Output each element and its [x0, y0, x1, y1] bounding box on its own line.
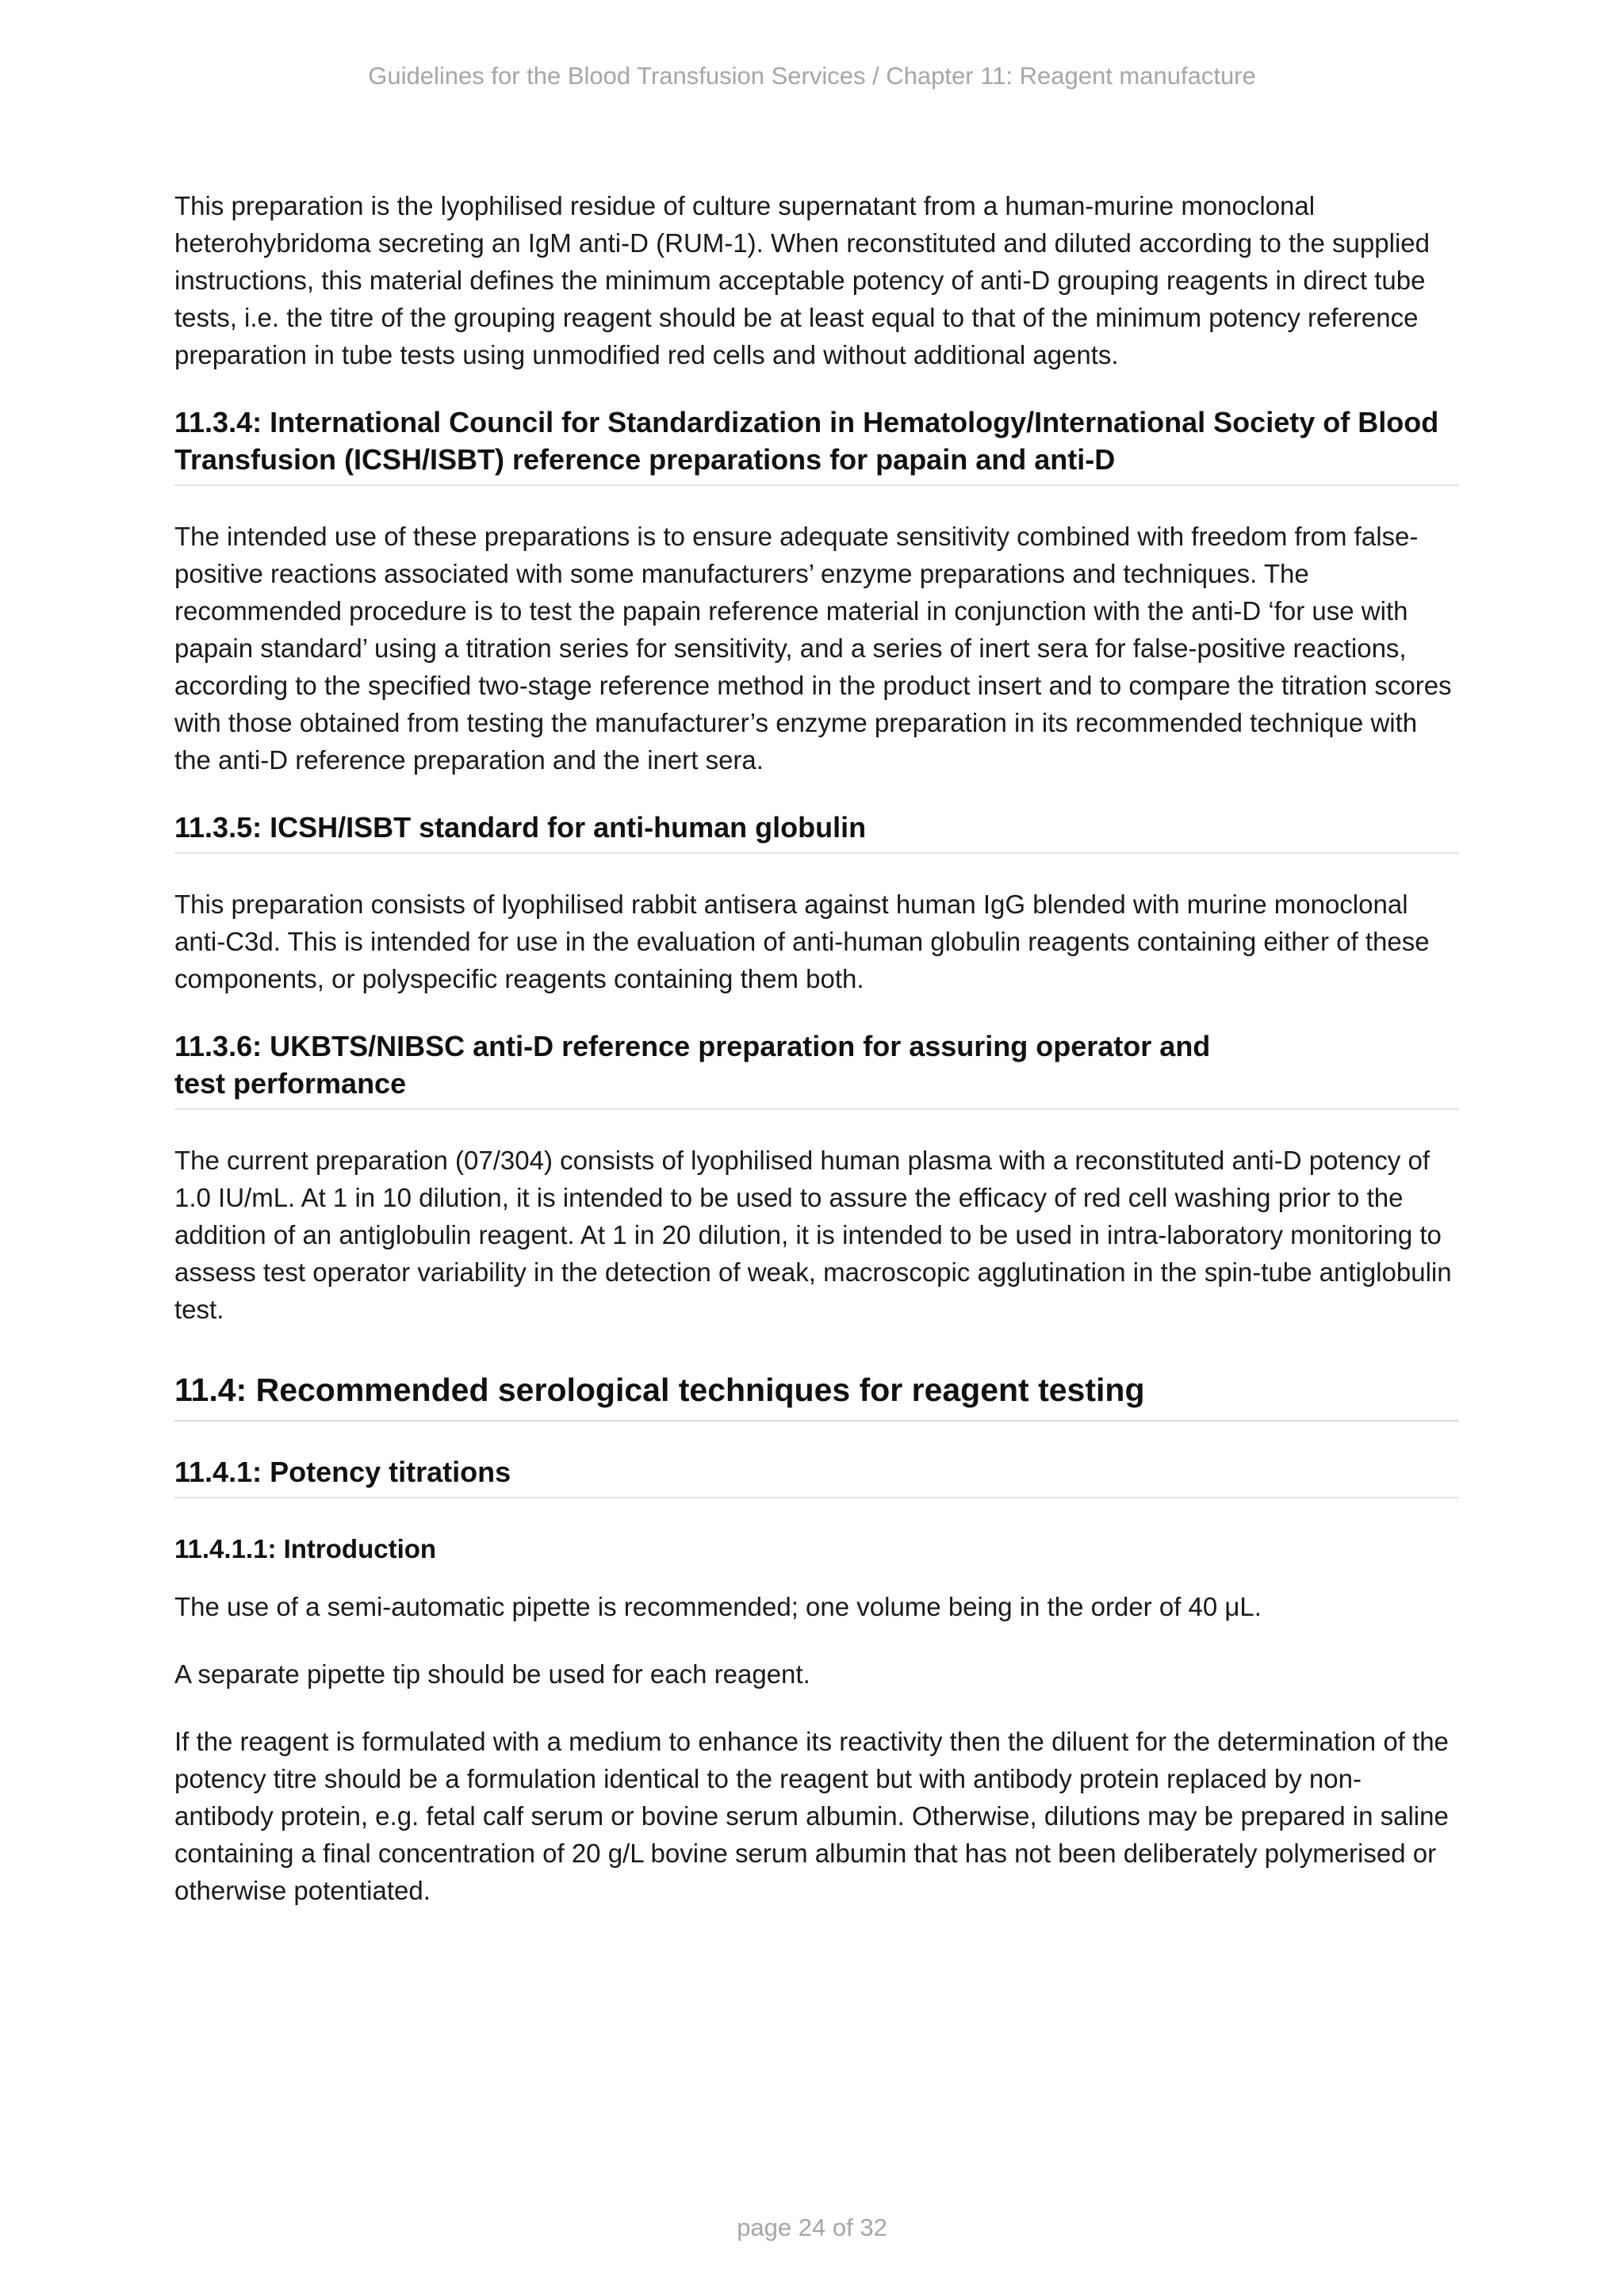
section-heading-11-3-6	[174, 1027, 1459, 1110]
intro-paragraph: This preparation is the lyophilised residue of culture supernatant from a human-murine monoclonal heterohybridoma secreting an IgM anti-D (RUM-1). When reconstituted and diluted according to the supplied instructions, this material defines the minimum acceptable potency of anti-D grouping reagents in direct tube tests, i.e. the titre of the grouping reagent should be at least equal to that of the minimum potency reference preparation in tube tests using unmodified red cells and without additional agents.	[174, 191, 1430, 369]
section-11-3-4	[174, 404, 1459, 779]
section-heading-11-3-6-line2: test performance	[174, 1067, 407, 1100]
document-content	[174, 187, 1459, 1939]
running-header: Guidelines for the Blood Transfusion Services / Chapter 11: Reagent manufacture	[368, 62, 1256, 90]
section-11-3-5	[174, 809, 1459, 997]
section-heading-11-3-4: 11.3.4: International Council for Standardization in Hematology/International Society of Blood Transfusion (ICSH/ISBT) reference preparations for papain and anti-D	[174, 404, 1459, 486]
section-paragraph-11-3-5: This preparation consists of lyophilised rabbit antisera against human IgG blended with murine monoclonal anti-C3d. This is intended for use in the evaluation of anti-human globulin reagents containing either of these components, or polyspecific reagents containing them both.	[174, 890, 1430, 993]
intro-paragraph-diluent: If the reagent is formulated with a medium to enhance its reactivity then the diluent for the determination of the potency titre should be a formulation identical to the reagent but with antibody protein replaced by non-antibody protein, e.g. fetal calf serum or bovine serum albumin. Otherwise, dilutions may be prepared in saline containing a final concentration of 20 g/L bovine serum albumin that has not been deliberately polymerised or otherwise potentiated.	[174, 1727, 1449, 1905]
section-heading-11-4: 11.4: Recommended serological techniques for reagent testing	[174, 1369, 1459, 1422]
section-11-4	[174, 1369, 1459, 1909]
section-heading-11-4-1-1: 11.4.1.1: Introduction	[174, 1534, 437, 1563]
page-number: page 24 of 32	[737, 2214, 887, 2241]
section-paragraph-11-3-6: The current preparation (07/304) consists of lyophilised human plasma with a reconstituted anti-D potency of 1.0 IU/mL. At 1 in 10 dilution, it is intended to be used to assure the efficacy of red cell washing prior to the addition of an antiglobulin reagent. At 1 in 20 dilution, it is intended to be used in intra-laboratory monitoring to assess test operator variability in the detection of weak, macroscopic agglutination in the spin-tube antiglobulin test.	[174, 1146, 1452, 1324]
section-heading-11-4-1: 11.4.1: Potency titrations	[174, 1453, 1459, 1498]
section-paragraph-11-3-4: The intended use of these preparations is to ensure adequate sensitivity combined with freedom from false-positive reactions associated with some manufacturers’ enzyme preparations and techniques. The recommended procedure is to test the papain reference material in conjunction with the anti-D ‘for use with papain standard’ using a titration series for sensitivity, and a series of inert sera for false-positive reactions, according to the specified two-stage reference method in the product insert and to compare the titration scores with those obtained from testing the manufacturer’s enzyme preparation in its recommended technique with the anti-D reference preparation and the inert sera.	[174, 522, 1452, 775]
section-11-3-6	[174, 1027, 1459, 1328]
intro-paragraph-pipette: The use of a semi-automatic pipette is recommended; one volume being in the order of 40 μL.	[174, 1592, 1262, 1621]
section-heading-11-3-6-line1: 11.3.6: UKBTS/NIBSC anti-D reference preparation for assuring operator and	[174, 1030, 1211, 1062]
intro-paragraph-pipette-tip: A separate pipette tip should be used for each reagent.	[174, 1659, 810, 1689]
section-heading-11-3-5: 11.3.5: ICSH/ISBT standard for anti-human globulin	[174, 809, 1459, 854]
